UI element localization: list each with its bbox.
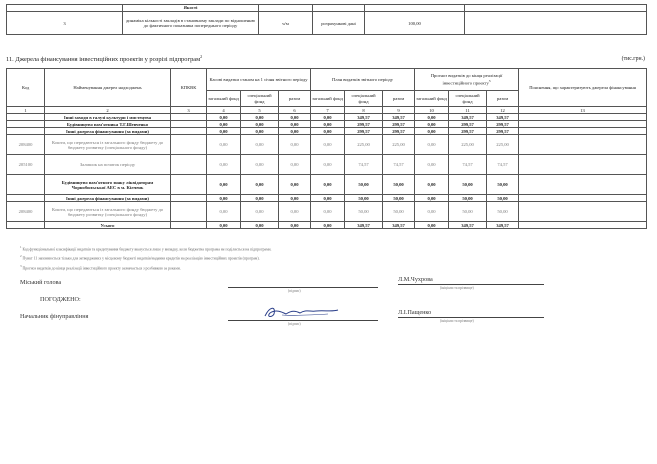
row-value: 50,00 xyxy=(449,195,487,202)
finance-title: Начальник фінуправління xyxy=(20,313,89,320)
table-body xyxy=(7,114,647,229)
table-row xyxy=(7,128,647,135)
row-note xyxy=(519,128,647,135)
row-value: 0,00 xyxy=(207,128,241,135)
indicator-source: розрахункові дані xyxy=(313,12,365,35)
row-kpkvk xyxy=(171,128,207,135)
table-row xyxy=(7,121,647,128)
investment-sources-table xyxy=(6,68,647,229)
sub-special-3: спеціальний фонд xyxy=(449,91,487,107)
row-name: Інші джерела фінансування (за видами) xyxy=(45,128,171,135)
finance-name-caption: (ініціали та прізвище) xyxy=(440,319,474,323)
row-kpkvk xyxy=(171,135,207,155)
col-number: 7 xyxy=(311,107,345,114)
table-row xyxy=(7,135,647,155)
row-value: 0,00 xyxy=(311,121,345,128)
row-value: 0,00 xyxy=(311,135,345,155)
col-number: 8 xyxy=(345,107,383,114)
row-code xyxy=(7,195,45,202)
row-name: Будівництво пам'ятного знаку ліквідаторам Чорнобильської АЕС в м. Кілчень xyxy=(45,175,171,195)
head-signature-line xyxy=(228,287,378,288)
row-value: 299,57 xyxy=(487,121,519,128)
row-note xyxy=(519,195,647,202)
head-name-caption: (ініціали та прізвище) xyxy=(440,286,474,290)
row-note xyxy=(519,175,647,195)
row-value: 349,57 xyxy=(345,222,383,229)
row-value: 349,57 xyxy=(383,114,415,121)
row-value: 50,00 xyxy=(345,202,383,222)
row-value: 299,57 xyxy=(345,121,383,128)
row-value: 0,00 xyxy=(241,155,279,175)
row-note xyxy=(519,155,647,175)
row-value: 0,00 xyxy=(241,175,279,195)
section-title xyxy=(6,54,202,63)
head-signature-caption: (підпис) xyxy=(288,289,301,293)
row-value: 50,00 xyxy=(487,175,519,195)
row-note xyxy=(519,222,647,229)
row-value: 0,00 xyxy=(311,155,345,175)
row-value: 0,00 xyxy=(415,195,449,202)
row-value: 0,00 xyxy=(415,155,449,175)
row-value: 0,00 xyxy=(207,155,241,175)
sub-special-1: спеціальний фонд xyxy=(241,91,279,107)
row-value: 50,00 xyxy=(383,175,415,195)
row-value: 50,00 xyxy=(383,195,415,202)
col-number: 11 xyxy=(449,107,487,114)
finance-name: Л.І.Пащенко xyxy=(398,309,432,316)
finance-signature-line xyxy=(228,320,378,321)
table-row xyxy=(7,155,647,175)
row-name: Інші заходи в галузі культури і мистецтва xyxy=(45,114,171,121)
col-number: 3 xyxy=(171,107,207,114)
col-number: 4 xyxy=(207,107,241,114)
row-kpkvk xyxy=(171,155,207,175)
row-value: 74,57 xyxy=(383,155,415,175)
row-value: 50,00 xyxy=(449,175,487,195)
row-value: 50,00 xyxy=(345,195,383,202)
row-value: 0,00 xyxy=(415,114,449,121)
col-number: 13 xyxy=(519,107,647,114)
row-kpkvk xyxy=(171,114,207,121)
row-code: 208400 xyxy=(7,135,45,155)
footnotes xyxy=(20,244,271,272)
row-kpkvk xyxy=(171,222,207,229)
head-name-line xyxy=(398,284,544,285)
sub-special-2: спеціальний фонд xyxy=(345,91,383,107)
sub-total-3: разом xyxy=(487,91,519,107)
row-value: 0,00 xyxy=(415,121,449,128)
row-value: 0,00 xyxy=(207,222,241,229)
row-value: 0,00 xyxy=(415,128,449,135)
row-value: 0,00 xyxy=(207,114,241,121)
row-value: 349,57 xyxy=(487,114,519,121)
row-note xyxy=(519,114,647,121)
section-title-text: 11. Джерела фінансування інвестиційних проектів у розрізі підпрограм xyxy=(6,56,201,64)
row-value: 0,00 xyxy=(279,222,311,229)
table-row xyxy=(7,222,647,229)
row-value: 299,57 xyxy=(449,128,487,135)
sub-general-3: загальний фонд xyxy=(415,91,449,107)
sub-general-2: загальний фонд xyxy=(311,91,345,107)
row-value: 299,57 xyxy=(487,128,519,135)
row-value: 0,00 xyxy=(241,128,279,135)
row-value: 349,57 xyxy=(449,222,487,229)
footnote-2: $^2$ Пункт 11 заповнюється тільки для затверджених у місцевому бюджеті видатків/надання кредитів на реалізацію інвестиційних проектів (програм). xyxy=(20,254,260,261)
table-row xyxy=(7,202,647,222)
row-value: 50,00 xyxy=(449,202,487,222)
row-value: 349,57 xyxy=(449,114,487,121)
row-value: 0,00 xyxy=(415,135,449,155)
col-code-header: Код xyxy=(7,69,45,107)
row-value: 299,57 xyxy=(449,121,487,128)
row-value: 0,00 xyxy=(207,202,241,222)
row-code xyxy=(7,121,45,128)
col-number: 2 xyxy=(45,107,171,114)
indicator-desc: динаміка кількості закладів в становному заклади по відношенню до фактичного показника попереднього періоду xyxy=(123,12,259,35)
row-value: 0,00 xyxy=(279,128,311,135)
row-kpkvk xyxy=(171,195,207,202)
row-value: 74,57 xyxy=(345,155,383,175)
approved-label: ПОГОДЖЕНО: xyxy=(40,296,81,303)
row-value: 0,00 xyxy=(279,195,311,202)
sub-general-1: загальний фонд xyxy=(207,91,241,107)
row-value: 225,00 xyxy=(449,135,487,155)
row-value: 0,00 xyxy=(241,202,279,222)
group-cash-header: Касові видатки станом на 1 січня звітного періоду xyxy=(207,69,311,91)
row-value: 0,00 xyxy=(311,114,345,121)
head-name: Л.М.Чухрова xyxy=(398,276,433,283)
table-row xyxy=(7,195,647,202)
row-value: 50,00 xyxy=(345,175,383,195)
row-code xyxy=(7,128,45,135)
row-name: Інші джерела фінансування (за видами) xyxy=(45,195,171,202)
col-number: 5 xyxy=(241,107,279,114)
row-value: 0,00 xyxy=(311,175,345,195)
indicators-header-cell: Якості xyxy=(123,5,259,12)
row-value: 0,00 xyxy=(279,135,311,155)
indicator-value: 100,00 xyxy=(365,12,465,35)
row-kpkvk xyxy=(171,175,207,195)
indicators-table xyxy=(6,4,647,35)
col-number: 1 xyxy=(7,107,45,114)
col-number: 9 xyxy=(383,107,415,114)
row-value: 0,00 xyxy=(241,114,279,121)
row-value: 50,00 xyxy=(487,202,519,222)
row-value: 0,00 xyxy=(279,202,311,222)
row-value: 0,00 xyxy=(241,121,279,128)
row-note xyxy=(519,135,647,155)
row-value: 225,00 xyxy=(487,135,519,155)
row-code xyxy=(7,175,45,195)
sub-total-2: разом xyxy=(383,91,415,107)
row-value: 0,00 xyxy=(311,195,345,202)
row-value: 0,00 xyxy=(279,155,311,175)
row-name: Усього xyxy=(45,222,171,229)
row-code: 205100 xyxy=(7,155,45,175)
row-value: 349,57 xyxy=(383,222,415,229)
row-value: 74,57 xyxy=(449,155,487,175)
row-kpkvk xyxy=(171,202,207,222)
row-value: 0,00 xyxy=(415,222,449,229)
table-row xyxy=(7,114,647,121)
row-value: 50,00 xyxy=(487,195,519,202)
row-name: Будівництво пам'ятника Т.Г.Шевченко xyxy=(45,121,171,128)
units-label: (тис.грн.) xyxy=(621,56,645,62)
footnote-3: $^3$ Прогноз видатків до кінця реалізації інвестиційного проекту зазначається з розбивкою за роками. xyxy=(20,263,181,270)
row-value: 0,00 xyxy=(311,202,345,222)
handwritten-signature xyxy=(262,304,342,320)
row-value: 299,57 xyxy=(345,128,383,135)
row-value: 349,57 xyxy=(345,114,383,121)
row-value: 0,00 xyxy=(207,175,241,195)
row-code: 208400 xyxy=(7,202,45,222)
finance-signature-caption: (підпис) xyxy=(288,322,301,326)
column-number-row xyxy=(7,107,647,114)
indicator-unit: ч/м xyxy=(259,12,313,35)
row-value: 349,57 xyxy=(487,222,519,229)
row-value: 0,00 xyxy=(279,114,311,121)
col-number: 12 xyxy=(487,107,519,114)
indicator-num: 3 xyxy=(7,12,123,35)
table-row xyxy=(7,175,647,195)
col-explanation-header: Пояснення, що характеризують джерела фінансування xyxy=(519,69,647,107)
row-note xyxy=(519,202,647,222)
row-value: 50,00 xyxy=(383,202,415,222)
row-value: 0,00 xyxy=(311,128,345,135)
col-kpkvk-header: КПКВК xyxy=(171,69,207,107)
row-value: 74,57 xyxy=(487,155,519,175)
group-forecast-header: Прогноз видатків до кінця реалізації інвестиційного проекту$^3$ xyxy=(415,69,519,91)
row-value: 0,00 xyxy=(207,121,241,128)
row-value: 299,57 xyxy=(383,121,415,128)
section-title-sup: 2 xyxy=(200,54,203,59)
row-value: 0,00 xyxy=(241,135,279,155)
row-value: 299,57 xyxy=(383,128,415,135)
row-value: 225,00 xyxy=(345,135,383,155)
group-plan-header: План видатків звітного періоду xyxy=(311,69,415,91)
head-title: Міський голова xyxy=(20,279,62,286)
row-value: 0,00 xyxy=(311,222,345,229)
row-kpkvk xyxy=(171,121,207,128)
row-value: 0,00 xyxy=(241,195,279,202)
row-name: Залишок на початок періоду xyxy=(45,155,171,175)
row-value: 0,00 xyxy=(241,222,279,229)
row-value: 225,00 xyxy=(383,135,415,155)
row-note xyxy=(519,121,647,128)
row-name: Кошти, що передаються із загального фонду бюджету до бюджету розвитку (спеціального фонду) xyxy=(45,202,171,222)
indicators-section-num xyxy=(7,5,123,12)
row-value: 0,00 xyxy=(207,195,241,202)
sub-total-1: разом xyxy=(279,91,311,107)
row-value: 0,00 xyxy=(415,202,449,222)
row-value: 0,00 xyxy=(207,135,241,155)
footnote-1: $^1$ Код функціональної класифікації видатків та кредитування бюджету вказується лише у випадку, коли бюджетна програма не поділяється на підпрограми. xyxy=(20,245,272,252)
row-value: 0,00 xyxy=(415,175,449,195)
finance-name-line xyxy=(398,317,544,318)
row-code xyxy=(7,222,45,229)
row-value: 0,00 xyxy=(279,121,311,128)
row-code xyxy=(7,114,45,121)
col-number: 10 xyxy=(415,107,449,114)
col-number: 6 xyxy=(279,107,311,114)
col-name-header: Найменування джерел надходжень xyxy=(45,69,171,107)
row-name: Кошти, що передаються із загального фонду бюджету до бюджету розвитку (спеціального фонду) xyxy=(45,135,171,155)
row-value: 0,00 xyxy=(279,175,311,195)
